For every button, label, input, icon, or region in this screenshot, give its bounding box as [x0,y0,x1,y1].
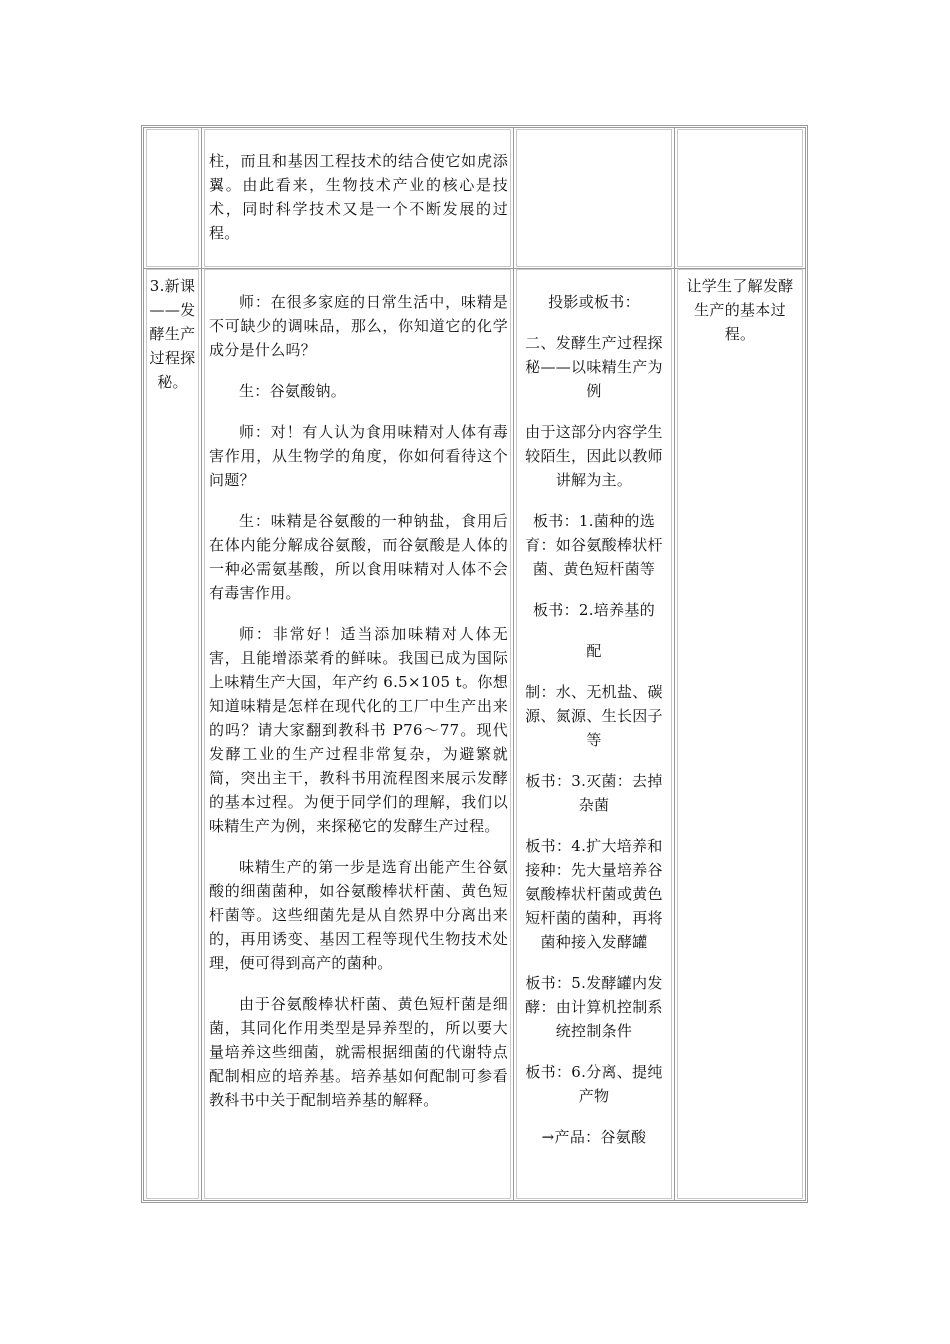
dialogue-paragraph: 生：谷氨酸钠。 [239,382,347,400]
board-block: 投影或板书： [548,293,640,311]
table-cell-stage [144,128,202,268]
board-block: 二、发酵生产过程探秘——以味精生产为例 [525,334,663,400]
board-block: 板书：5.发酵罐内发酵：由计算机控制系统控制条件 [525,974,663,1040]
board-block: 板书：2.培养基的 [532,601,655,619]
board-block: 板书：6.分离、提纯产物 [525,1063,663,1105]
table-cell-board [514,268,675,1200]
table-row [144,128,805,269]
board-block: →产品：谷氨酸 [541,1128,647,1146]
dialogue-paragraph: 味精生产的第一步是选育出能产生谷氨酸的细菌菌种，如谷氨酸棒状杆菌、黄色短杆菌等。这些细菌先是从自然界中分离出来的，再用诱变、基因工程等现代生物技术处理，便可得到高产的菌种。 [209,858,508,972]
board-block: 板书：1.菌种的选育：如谷氨酸棒状杆菌、黄色短杆菌等 [525,512,663,578]
board-block: 配 [586,642,602,660]
board-block: 板书：3.灭菌：去掉杂菌 [525,772,663,814]
board-block: 由于这部分内容学生较陌生，因此以教师讲解为主。 [525,423,663,489]
board-block: 板书：4.扩大培养和接种：先大量培养谷氨酸棒状杆菌或黄色短杆菌的菌种，再将菌种接入发酵罐 [525,837,663,951]
dialogue-paragraph: 由于谷氨酸棒状杆菌、黄色短杆菌是细菌，其同化作用类型是异养型的，所以要大量培养这些细菌，就需根据细菌的代谢特点配制相应的培养基。培养基如何配制可参看教科书中关于配制培养基的解释。 [209,995,508,1109]
stage-label: 3.新课——发酵生产过程探秘。 [149,277,196,391]
table-cell-purpose [675,268,805,1200]
dialogue-paragraph: 生：味精是谷氨酸的一种钠盐，食用后在体内能分解成谷氨酸，而谷氨酸是人体的一种必需氨基酸，所以食用味精对人体不会有毒害作用。 [209,512,508,602]
table-cell-board [514,128,675,268]
table-cell-activity [202,268,514,1200]
lesson-plan-table [141,125,808,1203]
table-cell-purpose [675,128,805,268]
table-cell-activity [202,128,514,268]
dialogue-paragraph: 师：非常好！适当添加味精对人体无害，且能增添菜肴的鲜味。我国已成为国际上味精生产大国，年产约 6.5×105 t。你想知道味精是怎样在现代化的工厂中生产出来的吗？请大家翻到教科书 P76～77。现代发酵工业的生产过程非常复杂，为避繁就简，突出主干，教科书用流程图来展示发酵的基本过程。为便于同学们的理解，我们以味精生产为例，来探秘它的发酵生产过程。 [209,625,508,835]
board-block: 制：水、无机盐、碳源、氮源、生长因子等 [525,683,663,749]
cell-text: 柱，而且和基因工程技术的结合使它如虎添翼。由此看来，生物技术产业的核心是技术，同时科学技术又是一个不断发展的过程。 [209,152,508,242]
dialogue-paragraph: 师：对！有人认为食用味精对人体有毒害作用，从生物学的角度，你如何看待这个问题？ [209,423,508,489]
table-row [144,268,805,1200]
dialogue-paragraph: 师：在很多家庭的日常生活中，味精是不可缺少的调味品，那么，你知道它的化学成分是什么吗？ [209,293,508,359]
table-cell-stage [144,268,202,1200]
purpose-text: 让学生了解发酵生产的基本过程。 [686,277,794,343]
